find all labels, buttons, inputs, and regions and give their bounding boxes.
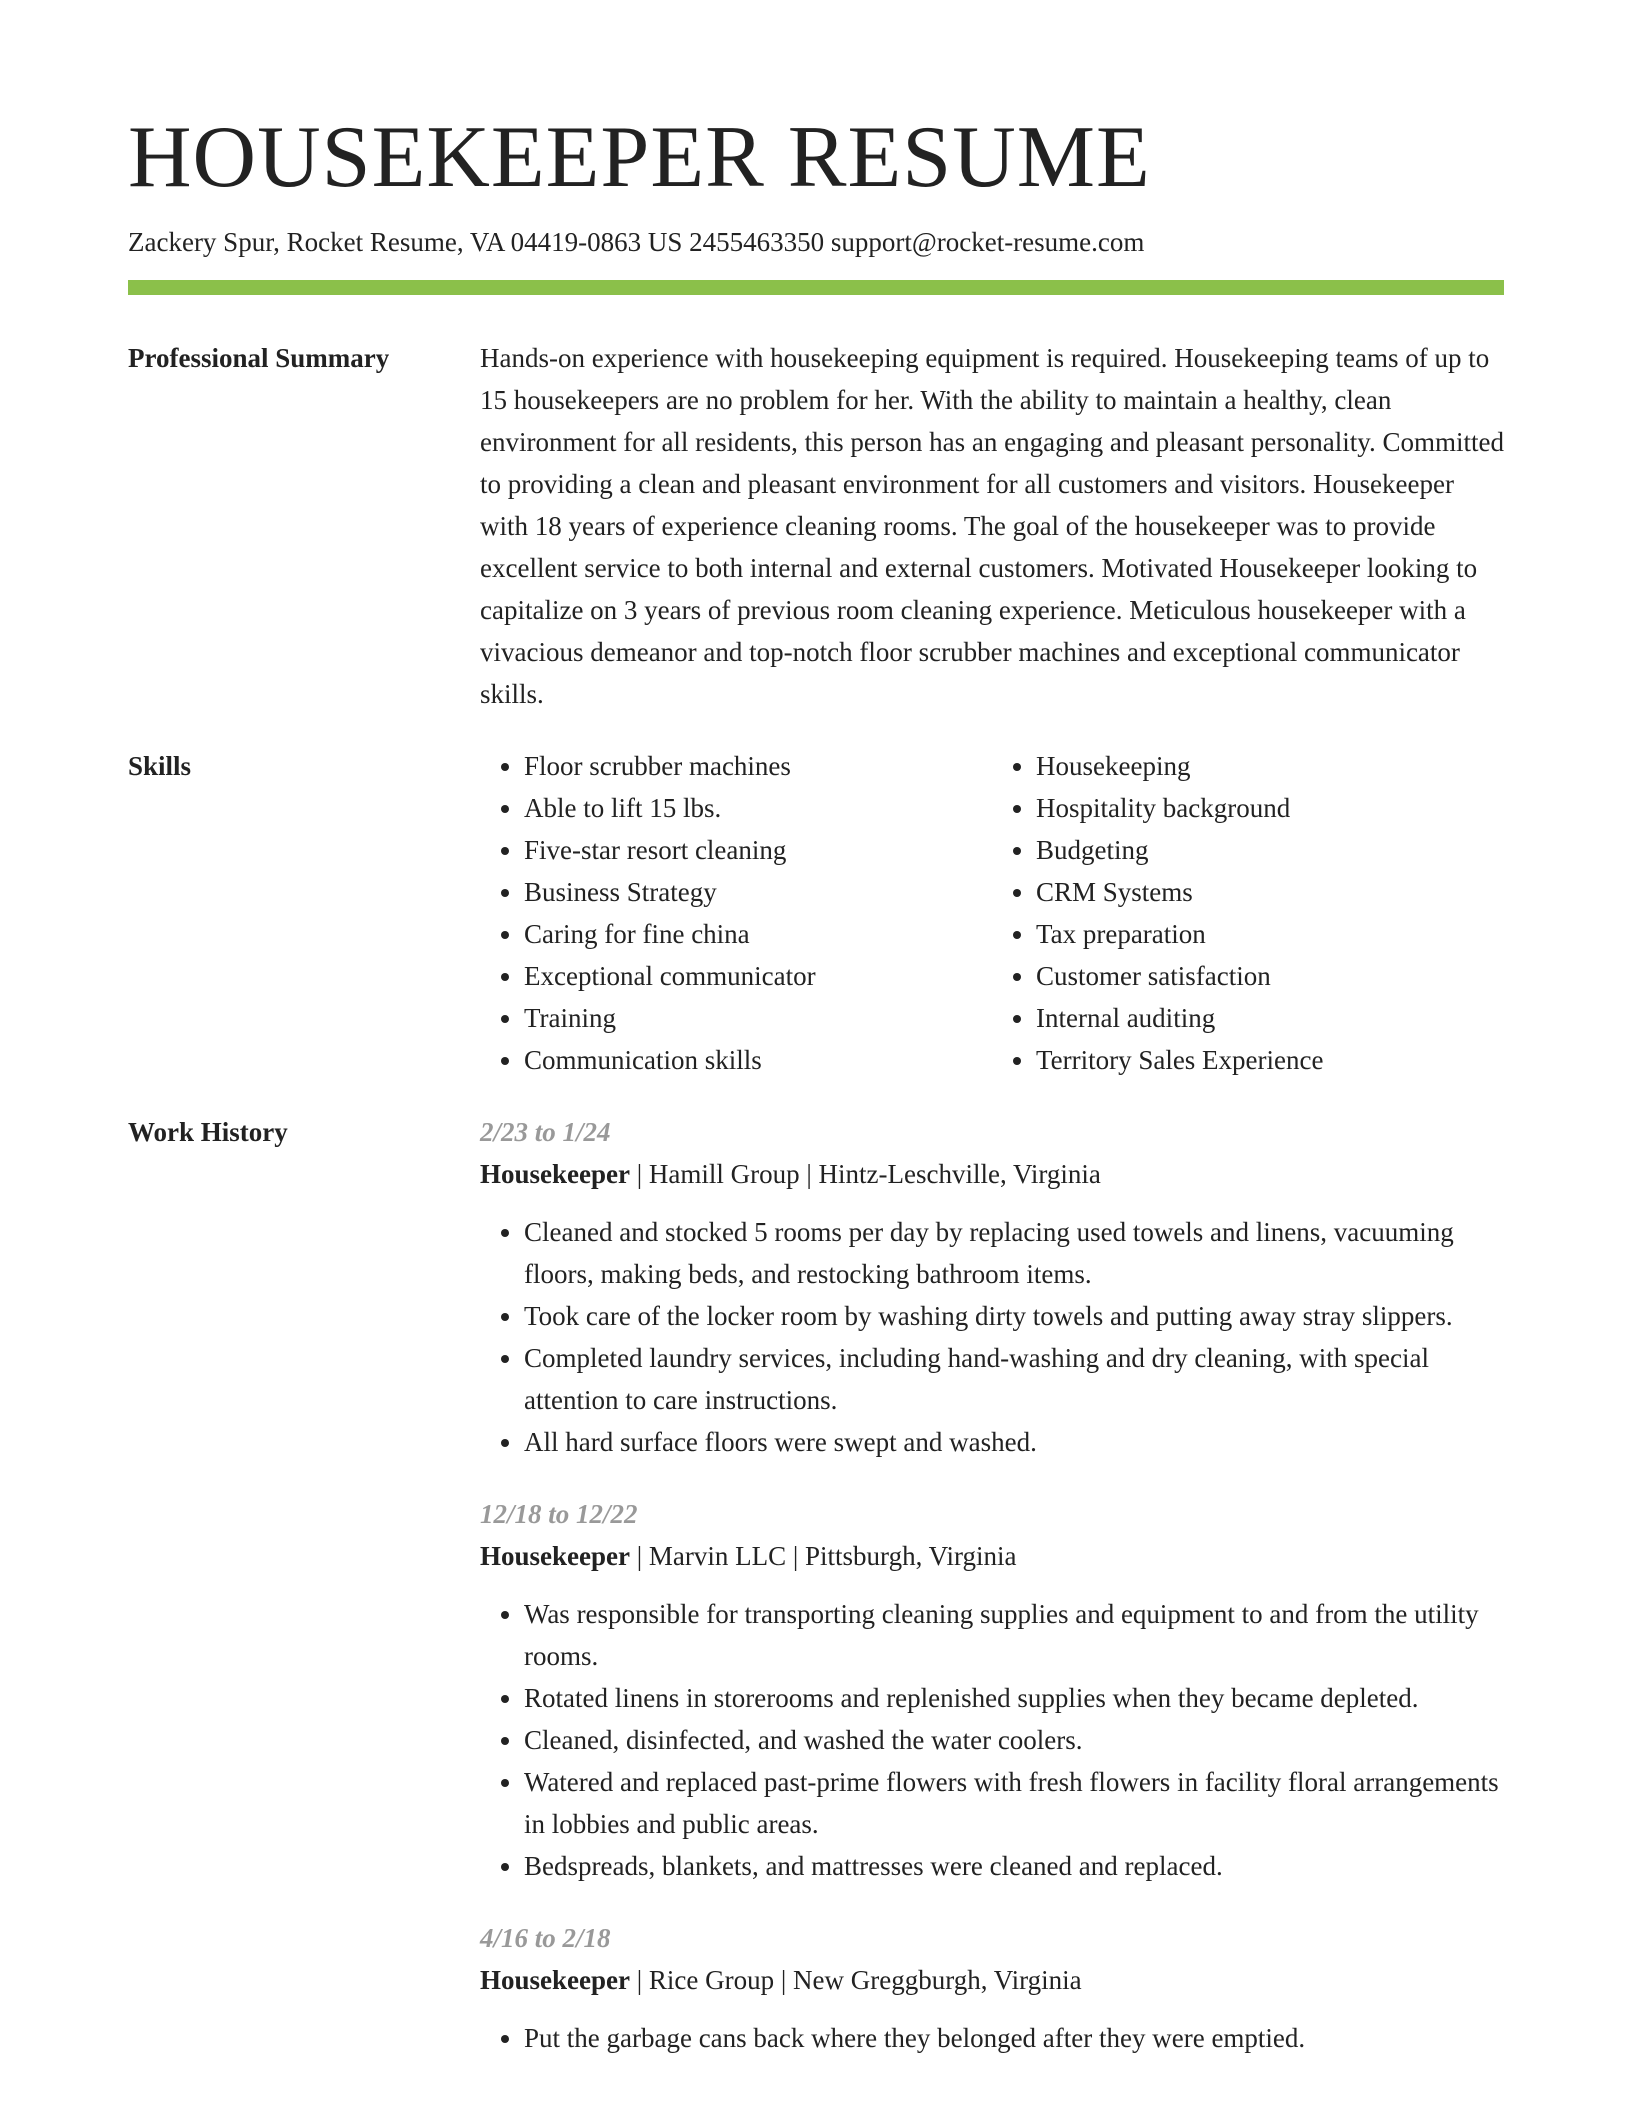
skills-list-right <box>992 745 1504 1081</box>
skill-item: • Tax preparation <box>1036 913 1504 955</box>
job-duty-item: • Cleaned and stocked 5 rooms per day by replacing used towels and linens, vacuuming floors, making beds, and restocking bathroom items. <box>524 1211 1504 1295</box>
job-separator: | <box>786 1540 806 1571</box>
job-duty-item: • Was responsible for transporting cleaning supplies and equipment to and from the utility rooms. <box>524 1593 1504 1677</box>
job-duty-item: • All hard surface floors were swept and washed. <box>524 1421 1504 1463</box>
skill-item: • Territory Sales Experience <box>1036 1039 1504 1081</box>
skills-section <box>128 745 1504 1081</box>
section-label-skills: Skills <box>128 750 192 781</box>
job-entry <box>480 1111 1504 1463</box>
skill-item: • Caring for fine china <box>524 913 992 955</box>
skills-list-left <box>480 745 992 1081</box>
job-company: Hamill Group <box>648 1158 800 1189</box>
job-separator: | <box>629 1964 649 1995</box>
job-duties <box>480 2017 1504 2059</box>
job-duty-item: • Rotated linens in storerooms and replenished supplies when they became depleted. <box>524 1677 1504 1719</box>
job-duty-item: • Cleaned, disinfected, and washed the water coolers. <box>524 1719 1504 1761</box>
job-location: Hintz-Leschville, Virginia <box>818 1158 1101 1189</box>
skill-item: • Budgeting <box>1036 829 1504 871</box>
work-section <box>128 1111 1504 2089</box>
job-header <box>480 1535 1504 1577</box>
job-dates: 2/23 to 1/24 <box>480 1116 611 1147</box>
skills-columns <box>480 745 1504 1081</box>
job-header <box>480 1959 1504 2001</box>
job-role: Housekeeper <box>480 1540 630 1571</box>
summary-text: Hands-on experience with housekeeping equipment is required. Housekeeping teams of up to 15 housekeepers are no problem for her. With the ability to maintain a healthy, clean environment for all residents, this person has an engaging and pleasant personality. Committed to providing a clean and pleasant environment for all customers and visitors. Housekeeper with 18 years of experience cleaning rooms. The goal of the housekeeper was to provide excellent service to both internal and external customers. Motivated Housekeeper looking to capitalize on 3 years of previous room cleaning experience. Meticulous housekeeper with a vivacious demeanor and top-notch floor scrubber machines and exceptional communicator skills. <box>480 342 1505 709</box>
job-dates: 4/16 to 2/18 <box>480 1922 611 1953</box>
contact-line: Zackery Spur, Rocket Resume, VA 04419-0863 US 2455463350 support@rocket-resume.com <box>128 226 1145 257</box>
job-duty-item: • Watered and replaced past-prime flowers with fresh flowers in facility floral arrangements in lobbies and public areas. <box>524 1761 1504 1845</box>
job-duty-item: • Took care of the locker room by washing dirty towels and putting away stray slippers. <box>524 1295 1504 1337</box>
job-entry <box>480 1917 1504 2059</box>
job-duties <box>480 1211 1504 1463</box>
skill-item: • Five-star resort cleaning <box>524 829 992 871</box>
resume-title: HOUSEKEEPER RESUME <box>128 109 1151 206</box>
job-duty-item: • Completed laundry services, including hand-washing and dry cleaning, with special attention to care instructions. <box>524 1337 1504 1421</box>
job-separator: | <box>799 1158 819 1189</box>
skill-item: • Exceptional communicator <box>524 955 992 997</box>
job-separator: | <box>774 1964 794 1995</box>
skill-item: • Training <box>524 997 992 1039</box>
job-company: Rice Group <box>648 1964 775 1995</box>
skill-item: • Customer satisfaction <box>1036 955 1504 997</box>
section-label-work: Work History <box>128 1116 288 1147</box>
skill-item: • Floor scrubber machines <box>524 745 992 787</box>
job-location: New Greggburgh, Virginia <box>793 1964 1082 1995</box>
skill-item: • Housekeeping <box>1036 745 1504 787</box>
job-header <box>480 1153 1504 1195</box>
job-company: Marvin LLC <box>648 1540 787 1571</box>
job-dates: 12/18 to 12/22 <box>480 1498 638 1529</box>
accent-divider <box>128 280 1504 295</box>
skill-item: • Business Strategy <box>524 871 992 913</box>
job-role: Housekeeper <box>480 1158 630 1189</box>
skill-item: • Hospitality background <box>1036 787 1504 829</box>
skill-item: • Internal auditing <box>1036 997 1504 1039</box>
skill-item: • CRM Systems <box>1036 871 1504 913</box>
job-duty-item: • Bedspreads, blankets, and mattresses were cleaned and replaced. <box>524 1845 1504 1887</box>
job-location: Pittsburgh, Virginia <box>805 1540 1017 1571</box>
job-entry <box>480 1493 1504 1887</box>
job-duties <box>480 1593 1504 1887</box>
skill-item: • Able to lift 15 lbs. <box>524 787 992 829</box>
job-separator: | <box>629 1540 649 1571</box>
summary-section <box>128 337 1504 715</box>
skill-item: • Communication skills <box>524 1039 992 1081</box>
summary-body <box>480 337 1504 715</box>
job-separator: | <box>629 1158 649 1189</box>
job-role: Housekeeper <box>480 1964 630 1995</box>
work-history-list <box>480 1111 1504 2089</box>
section-label-summary: Professional Summary <box>128 342 390 373</box>
job-duty-item: • Put the garbage cans back where they belonged after they were emptied. <box>524 2017 1504 2059</box>
